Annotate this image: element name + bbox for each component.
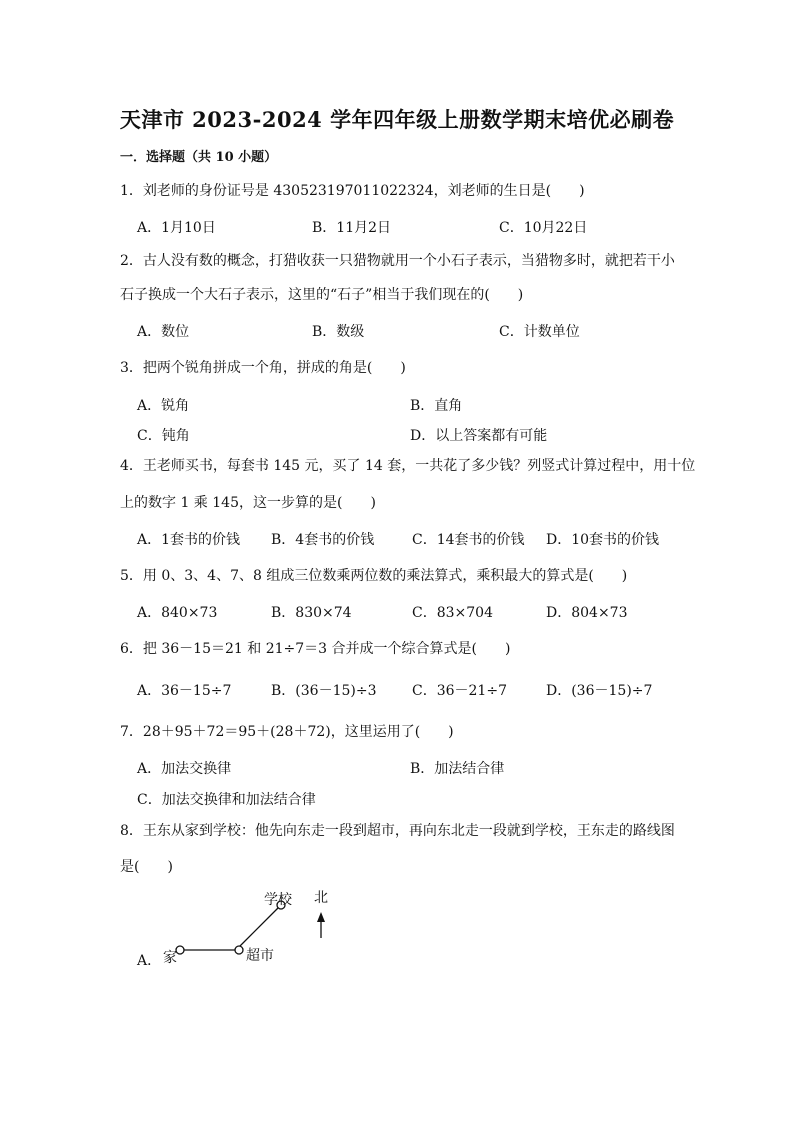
market-to-school-path <box>239 908 278 947</box>
q6-option-d: D．(36－15)÷7 <box>546 683 653 699</box>
question-6-stem: 6．把 36－15＝21 和 21÷7＝3 合并成一个综合算式是( ) <box>120 641 511 657</box>
q6-option-c: C．36－21÷7 <box>412 683 507 699</box>
q1-option-a: A．1月10日 <box>137 220 216 236</box>
question-2-stem: 2．古人没有数的概念，打猎收获一只猎物就用一个小石子表示，当猎物多时，就把若干小 <box>120 253 675 269</box>
q1-option-c: C．10月22日 <box>499 220 588 236</box>
market-label: 超市 <box>246 948 274 964</box>
q3-option-b: B．直角 <box>410 398 463 414</box>
q5-option-c: C．83×704 <box>412 605 493 621</box>
q6-option-a: A．36－15÷7 <box>137 683 232 699</box>
q6-option-b: B．(36－15)÷3 <box>271 683 377 699</box>
q2-option-b: B．数级 <box>312 324 365 340</box>
north-label: 北 <box>314 890 328 906</box>
section-heading: 一．选择题（共 10 小题） <box>120 150 278 165</box>
north-arrowhead-icon <box>317 912 325 922</box>
question-5-stem: 5．用 0、3、4、7、8 组成三位数乘两位数的乘法算式，乘积最大的算式是( ) <box>120 568 628 584</box>
question-1-stem: 1．刘老师的身份证号是 430523197011022324，刘老师的生日是( ) <box>120 183 585 199</box>
q2-option-c: C．计数单位 <box>499 324 580 340</box>
q3-option-c: C．钝角 <box>137 428 190 444</box>
question-2-stem-cont: 石子换成一个大石子表示，这里的“石子”相当于我们现在的( ) <box>120 287 524 303</box>
q5-option-b: B．830×74 <box>271 605 352 621</box>
q4-option-b: B．4套书的价钱 <box>271 532 375 548</box>
q4-option-c: C．14套书的价钱 <box>412 532 525 548</box>
q3-option-a: A．锐角 <box>137 398 190 414</box>
q4-option-a: A．1套书的价钱 <box>137 532 241 548</box>
question-4-stem: 4．王老师买书，每套书 145 元，买了 14 套，一共花了多少钱？列竖式计算过程中，用十位 <box>120 458 696 474</box>
question-4-stem-cont: 上的数字 1 乘 145，这一步算的是( ) <box>120 495 376 511</box>
question-3-stem: 3．把两个锐角拼成一个角，拼成的角是( ) <box>120 360 406 376</box>
home-point <box>176 946 184 954</box>
school-label: 学校 <box>264 892 292 908</box>
q7-option-a: A．加法交换律 <box>137 761 232 777</box>
home-label: 家 <box>163 950 177 966</box>
page-title: 天津市 2023-2024 学年四年级上册数学期末培优必刷卷 <box>119 107 675 132</box>
q3-option-d: D．以上答案都有可能 <box>410 428 548 444</box>
question-7-stem: 7．28＋95＋72＝95＋(28＋72)，这里运用了( ) <box>120 724 454 740</box>
q7-option-c: C．加法交换律和加法结合律 <box>137 792 316 808</box>
q4-option-d: D．10套书的价钱 <box>546 532 660 548</box>
q5-option-d: D．804×73 <box>546 605 628 621</box>
route-diagram <box>150 880 350 980</box>
q7-option-b: B．加法结合律 <box>410 761 505 777</box>
q8-option-a: A． <box>137 953 162 969</box>
question-8-stem-cont: 是( ) <box>120 859 173 875</box>
q5-option-a: A．840×73 <box>137 605 218 621</box>
market-point <box>235 946 243 954</box>
q2-option-a: A．数位 <box>137 324 190 340</box>
question-8-stem: 8．王东从家到学校：他先向东走一段到超市，再向东北走一段就到学校，王东走的路线图 <box>120 823 675 839</box>
q1-option-b: B．11月2日 <box>312 220 392 236</box>
